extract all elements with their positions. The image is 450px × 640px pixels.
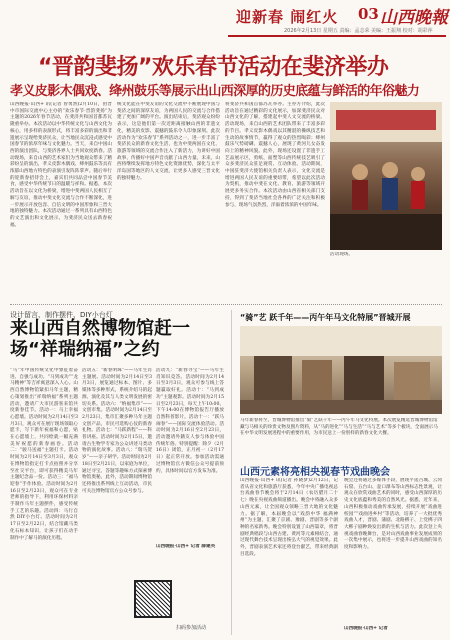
page-header — [0, 0, 450, 38]
lantern-body-col1: 山西晚报·山西+ 讯(记者 孙晓梦)2月12日，记者从省文化和旅游厅获悉，今年中央广播电视总台戏曲春节晚会将于2月14日（农历腊月二十七）晚在央视戏曲频道播出。晚会中将融入众多山西元素，让全国观众领略三晋大地的文化魅力。据了解，本届晚会以“戏韵中华 福满神州”为主题，汇聚了京剧、豫剧、晋剧等多个剧种的名家新秀。晚会特别设置了山西篇章，将晋剧经典唱段与山西古建、黄河等元素相结合，通过现代舞台技术呈现出恢弘大气的视觉效果。此外，晋剧表演艺术家还将登台献艺，带来经典剧目选段。 — [240, 478, 338, 557]
lead-body-col3: 将斐济共和国首都苏瓦举办。主办方介绍，此次活动旨在通过精彩的文化展示，加深斐济民众对山西文化的了解，搭建起中斐人文交流的桥梁。活动现场，来自山西的艺术团队带来了丰富多彩的节目。孝义皮影木偶戏以其精湛的操纵技艺和生动的故事情节，赢得了观众的热烈喝彩；绛州鼓乐气势磅礴、震撼人心，展现了黄河儿女奋发向上的精神风貌。此外，现场还设置了非遗手工艺品展示区，剪纸、面塑等山西传统技艺吸引了众多斐济民众驻足观赏、互动体验。活动期间，中国驻斐济大使馆相关负责人表示，文化交流是增进两国人民友谊的重要纽带，希望以此次活动为契机，推动中斐在文化、教育、旅游等领域开展更多务实合作。本次活动由山西省相关部门支持，得到了斐济当地社会各界的广泛关注和积极参与，现场气氛热烈，洋溢着浓浓的中国年味。 — [225, 102, 325, 208]
lead-body-col2: 统文化能在中斐友谊的文化交流中不断展现中国与斐济之间的深厚友谊，为两国人民的交流与合作搭建了更加广阔的平台。演出结束后，斐济观众纷纷表示，这是他们第一次近距离接触山西的非遗文化，精美的皮影、震撼的鼓乐令人印象深刻。此次活动作为“欢乐春节”系列活动之一，进一步丰富了斐济民众的新春文化生活，也为中斐两国在文化、旅游等领域的交流合作注入了新活力，为讲好中国故事、传播好中国声音贡献了山西力量。未来，山西将继续发挥地方特色文化资源优势，深化与太平洋岛国等地区的人文交流，让更多人感受三晋文化的独特魅力。 — [117, 102, 220, 181]
section-name: 迎新春 闹红火 — [236, 8, 339, 26]
lead-photo — [330, 102, 442, 250]
lead-subheadline: 孝义皮影木偶戏、绛州鼓乐等展示出山西深厚的历史底蕴与鲜活的年俗魅力 — [10, 84, 420, 99]
masthead-info: 2026年2月13日 星期五 责编：孟志荣 美编：王振翔 校对：胡彩萍 — [284, 28, 433, 34]
museum-reporter: 山西晚报·山西+ 记者 薛建英 — [156, 544, 216, 549]
gallery-photo — [240, 326, 442, 414]
header-rule — [228, 35, 446, 37]
gallery-title: “骑”艺 跃千年——丙午年马文化特展”晋城开展 — [240, 313, 411, 322]
museum-kicker: 设计留言、制作摆件、DIY小台灯 — [10, 311, 113, 319]
qr-code[interactable] — [134, 580, 172, 618]
qr-code-label: 扫码参加活动 — [176, 625, 207, 631]
lead-photo-caption: 活动现场。 — [330, 252, 353, 257]
lead-body-col1: 山西晚报·山西+ 讯(记者 曾勇然)2月10日，由晋中市国际交流中心主办的“欢乐春节·晋韵斐扬”为主题的2026年春节活动，在斐济共和国首都苏瓦隆重举办。本次活动以中华传统文化与山西文化为核心，用多样的表演形式，将丰富多彩的演出和非遗展示呈现给斐济民众，让当地民众沉浸式感受中国春节的浓厚年味与文化魅力。当天，来自中国山西的演出团队，与斐济各界人士共同欢度新春。活动现场，来自山西的艺术家们为当地观众带来了精彩纷呈的演出，孝义皮影木偶戏、绛州鼓乐等具有浓郁山西地方特色的表演引发阵阵掌声。随后举行的迎新春招待会上，嘉宾们共同品尝中国春节美食，感受中华传统节日的温暖与祥和。据悉，本次活动旨在以文化为桥梁，增进中斐两国人民相互了解与友谊，推动中斐文化交流与合作不断深化，进一步展示开放包容、自信文明的中国形象和三晋大地的独特魅力。本次活动通过一系列具有山西特色的文艺演出和文化展示，为斐济民众送去新春祝福。 — [10, 102, 112, 228]
museum-body-col1: “马”年中国传统文化中象征着奋进、自强与成功。“马到成功”“龙马精神”等吉祥寓意深入人心。山西自然博物馆紧扣马年主题，精心策划推出“祥瑞纳福”系列主题活动，邀请广大市民游客来馆共度新春佳节。活动一：马上幸福心愿墙。活动时间为2月14日至3月3日，观众可在展厅现场领取心愿卡，写下新年祝福和心愿，贴在心愿墙上，共同绘就一幅充满美好祝愿的新春画卷。活动二：“骏马送福”主题打卡。活动时间为2月14日至3月3日，观众在博物馆指定打卡点拍照并分享至社交平台，即可获得精美马年主题纪念品一份。活动三：“福马迎春”手作体验。活动时间为2月16日至2月23日，观众可在专业老师的指导下，利用环保材料亲手制作马年主题摆件，感受传统手工艺的乐趣。活动四：马行自然 DIY小台灯。活动时间为2月17日至2月22日，结合馆藏马类化石标本知识，让孩子们在动手制作中了解马的演化历程。 — [10, 368, 78, 541]
lantern-title: 山西元素将亮相央视春节戏曲晚会 — [240, 467, 390, 478]
exhibition-hall-image — [240, 326, 442, 414]
museum-body-col3: 活动九：“新春寻宝”——马年生肖知识竞答。活动时间为2月14日至3月3日，观众可参与线上答题赢取好礼。活动十：“马到成功”主题观影。活动时间为2月15日至2月23日，每天上午10:00、下午14:00在博物馆报告厅播放自然科普影片。活动十一：“跃马闹春”——国际交流体验活动。活动时间为2月16日至2月23日，活动邀请外籍友人参与体验中国传统年俗。特别提醒：除夕（2月16日）闭馆，正月初一（2月17日）起正常开放。参加活动需通过博物馆官方微信公众号提前预约，具体时间以官方发布为准。 — [156, 368, 224, 474]
lantern-body-col2: 晚会还将通过多媒体手段，展现平遥古城、云冈石窟、五台山、壶口瀑布等山西标志性景观，让观众在欣赏戏曲艺术的同时，感受山西深厚的历史文化底蕴和秀美的自然风光。据悉，近年来，山西积极推动戏曲传承发展，持续开展“戏曲进校园”“戏曲进乡村”等活动，培养了一大批优秀戏曲人才，晋剧、蒲剧、北路梆子、上党梆子四大梆子剧种焕发出新的生机与活力。此次登上央视戏曲春晚舞台，是对山西戏曲事业发展成果的一次集中展示，也将进一步提升山西戏曲的知名度和影响力。 — [344, 478, 442, 551]
page-number: 03 — [358, 5, 379, 23]
column-divider — [231, 310, 232, 635]
gallery-caption: 马年新春将至，晋城博物馆推出“骑”艺跃千年——丙午年马文化特展。本次展览精选晋城博物馆馆藏与马相关的珍贵文物及图片资料，从“马的进化”“马与生活”“马与艺术”等多个板块，全面展示马在中华文明发展进程中的重要作用，为市民送上一份别样的新春文化大餐。 — [240, 418, 438, 436]
lantern-reporter: 山西晚报·山西+ 记者 — [344, 626, 388, 631]
museum-title: 来山西自然博物馆赶一场“祥瑞纳福”之约 — [10, 318, 190, 360]
museum-body-col2: 活动五：“新春明珠”——马年生肖主题展。活动时间为2月14日至3月3日，展览通过标本、图片、多媒体等多种形式，系统介绍马的起源、演化及其与人类文明发展的密切关系。活动六：“纳福集市”——文创市集。活动时间为2月14日至2月23日，集市汇聚多种马年主题文创产品，市民可选购心仪的新春礼物。活动七：“马跃新程”——科普讲座。活动时间为2月15日，邀请古生物学专家为公众讲述马类动物的演化故事。活动八：“瑞马贺岁”——亲子研学。活动时间为2月18日至2月21日，以家庭为单位，通过寻宝、答题等趣味方式探索博物馆奥秘。此外，活动期间博物馆还将推出系列线上互动活动，市民可关注博物馆官方公众号参与。 — [82, 368, 152, 494]
newspaper-logo: 山西晚報 — [380, 8, 448, 28]
section-divider — [10, 304, 442, 305]
lead-headline: “晋韵斐扬”欢乐春节活动在斐济举办 — [38, 55, 389, 80]
performance-stage-image — [330, 102, 442, 250]
